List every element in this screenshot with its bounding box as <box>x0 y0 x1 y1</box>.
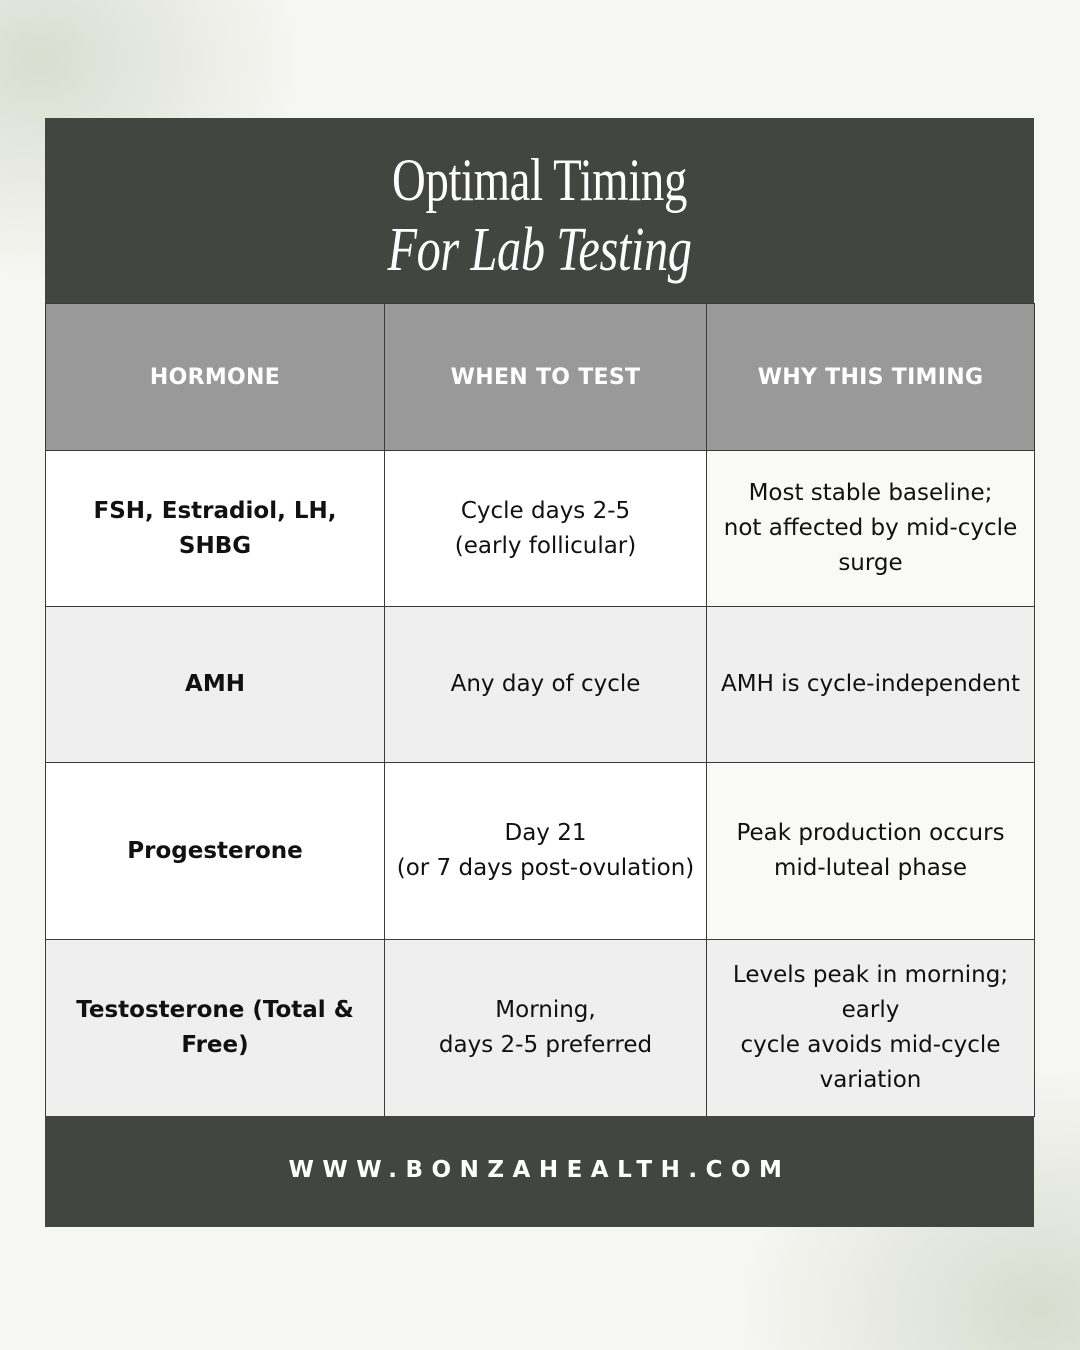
header-hormone: HORMONE <box>46 304 385 451</box>
hormone-timing-table <box>45 303 1035 1117</box>
why-line: not affected by mid-cycle <box>723 515 1018 541</box>
why-line: Levels peak in morning; early <box>732 962 1009 1023</box>
when-line: days 2-5 preferred <box>438 1032 653 1058</box>
when-line: Cycle days 2-5 <box>460 497 631 524</box>
when-cell <box>385 763 707 940</box>
table-row <box>46 607 1035 763</box>
header-when-to-test: WHEN TO TEST <box>385 304 707 451</box>
when-line: Any day of cycle <box>450 671 641 697</box>
when-cell <box>385 451 707 607</box>
why-cell <box>707 451 1035 607</box>
why-line: Peak production occurs <box>736 820 1005 846</box>
why-cell <box>707 763 1035 940</box>
why-line: surge <box>838 550 903 576</box>
timing-card <box>45 118 1034 1227</box>
when-line: Day 21 <box>504 820 587 846</box>
when-line: (early follicular) <box>454 532 637 559</box>
header-why-this-timing: WHY THIS TIMING <box>707 304 1035 451</box>
title-line-1: Optimal Timing <box>392 147 687 213</box>
title-bar <box>45 118 1034 303</box>
title-line-2: For Lab Testing <box>387 216 692 284</box>
when-line: (or 7 days post-ovulation) <box>396 855 695 881</box>
hormone-cell: AMH <box>46 607 385 763</box>
table-row <box>46 763 1035 940</box>
why-line: AMH is cycle-independent <box>721 671 1020 697</box>
why-line: cycle avoids mid-cycle <box>740 1032 1001 1058</box>
why-line: Most stable baseline; <box>748 480 993 506</box>
hormone-cell: Progesterone <box>46 763 385 940</box>
when-cell <box>385 940 707 1117</box>
hormone-cell: FSH, Estradiol, LH, SHBG <box>46 451 385 607</box>
footer-bar <box>45 1116 1034 1227</box>
table-header-row <box>46 304 1035 451</box>
website-link[interactable]: WWW.BONZAHEALTH.COM <box>288 1157 791 1183</box>
when-line: Morning, <box>495 997 596 1023</box>
why-line: mid-luteal phase <box>773 855 968 881</box>
why-cell <box>707 940 1035 1117</box>
why-cell <box>707 607 1035 763</box>
table-row <box>46 451 1035 607</box>
when-cell <box>385 607 707 763</box>
table-row <box>46 940 1035 1117</box>
why-line: variation <box>819 1067 922 1093</box>
hormone-cell: Testosterone (Total & Free) <box>46 940 385 1117</box>
